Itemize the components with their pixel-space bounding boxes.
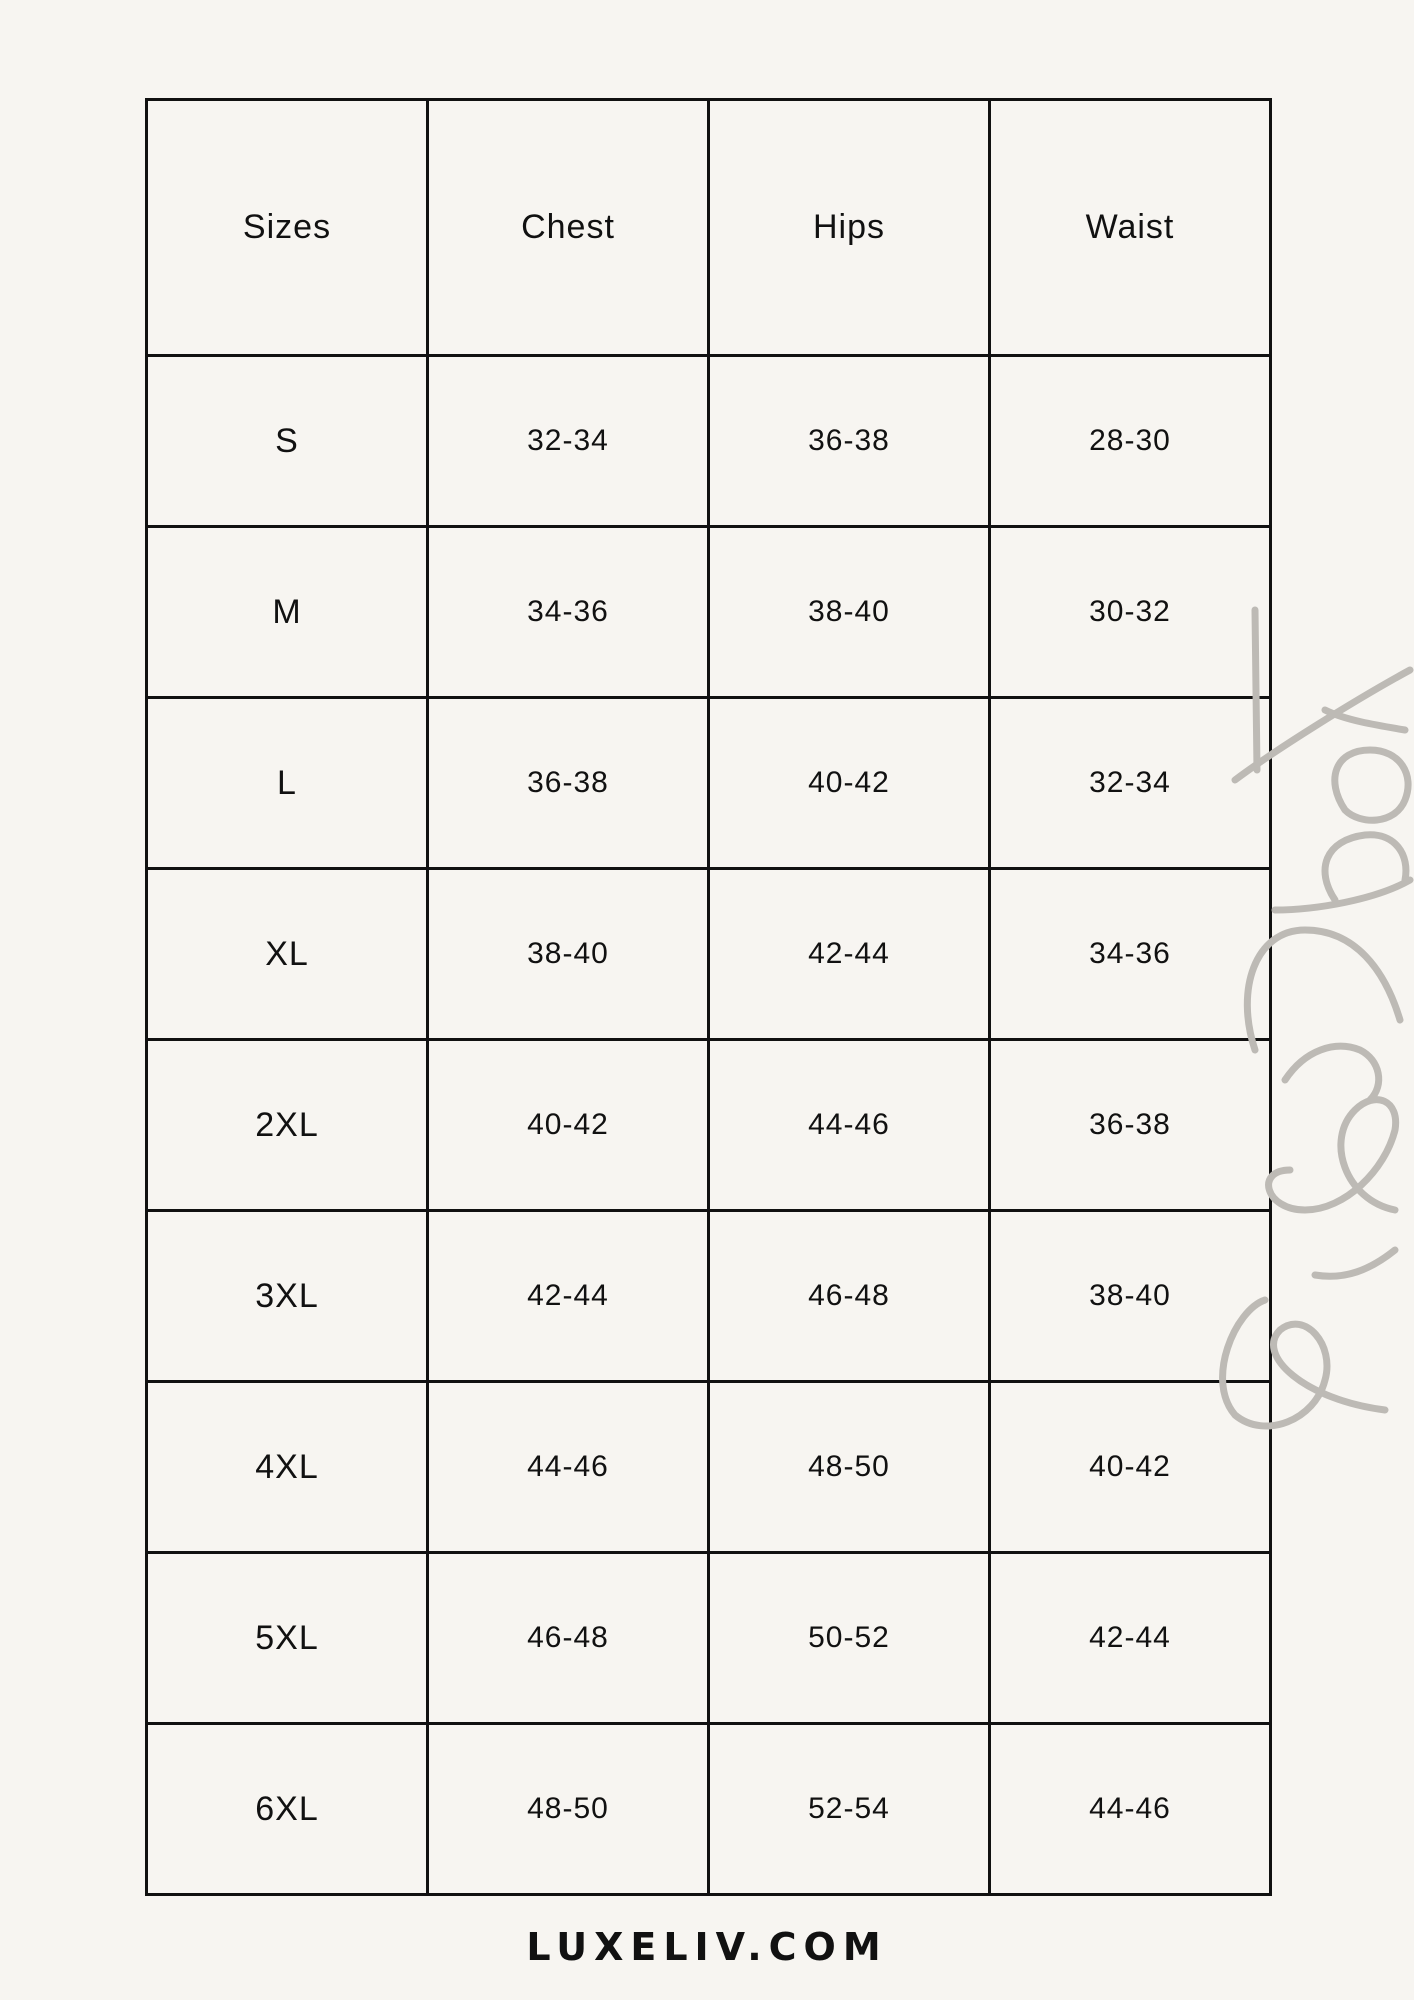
header-waist: Waist [990,100,1271,356]
table-row [147,527,1271,698]
waist-cell: 44-46 [990,1724,1271,1895]
table-row [147,1382,1271,1553]
table-row [147,356,1271,527]
size-cell: L [147,698,428,869]
table-row [147,1724,1271,1895]
hips-cell: 52-54 [709,1724,990,1895]
waist-cell: 30-32 [990,527,1271,698]
hips-cell: 40-42 [709,698,990,869]
hips-cell: 36-38 [709,356,990,527]
size-cell: M [147,527,428,698]
table-header-row [147,100,1271,356]
table-row [147,698,1271,869]
table-row [147,1553,1271,1724]
header-chest: Chest [428,100,709,356]
size-cell: S [147,356,428,527]
size-chart-table [145,98,1272,1896]
chest-cell: 40-42 [428,1040,709,1211]
header-sizes: Sizes [147,100,428,356]
footer-brand: LUXELIV.COM [526,1925,888,1969]
table-row [147,1211,1271,1382]
chest-cell: 34-36 [428,527,709,698]
size-cell: 6XL [147,1724,428,1895]
hips-cell: 48-50 [709,1382,990,1553]
hips-cell: 42-44 [709,869,990,1040]
chest-cell: 32-34 [428,356,709,527]
header-hips: Hips [709,100,990,356]
waist-cell: 42-44 [990,1553,1271,1724]
chest-cell: 46-48 [428,1553,709,1724]
chest-cell: 36-38 [428,698,709,869]
hips-cell: 46-48 [709,1211,990,1382]
hips-cell: 38-40 [709,527,990,698]
size-cell: XL [147,869,428,1040]
waist-cell: 40-42 [990,1382,1271,1553]
size-cell: 4XL [147,1382,428,1553]
waist-cell: 36-38 [990,1040,1271,1211]
chest-cell: 44-46 [428,1382,709,1553]
hips-cell: 44-46 [709,1040,990,1211]
waist-cell: 34-36 [990,869,1271,1040]
size-cell: 3XL [147,1211,428,1382]
waist-cell: 28-30 [990,356,1271,527]
size-cell: 2XL [147,1040,428,1211]
waist-cell: 38-40 [990,1211,1271,1382]
chest-cell: 38-40 [428,869,709,1040]
chest-cell: 48-50 [428,1724,709,1895]
chest-cell: 42-44 [428,1211,709,1382]
table-row [147,1040,1271,1211]
hips-cell: 50-52 [709,1553,990,1724]
table-row [147,869,1271,1040]
waist-cell: 32-34 [990,698,1271,869]
size-cell: 5XL [147,1553,428,1724]
